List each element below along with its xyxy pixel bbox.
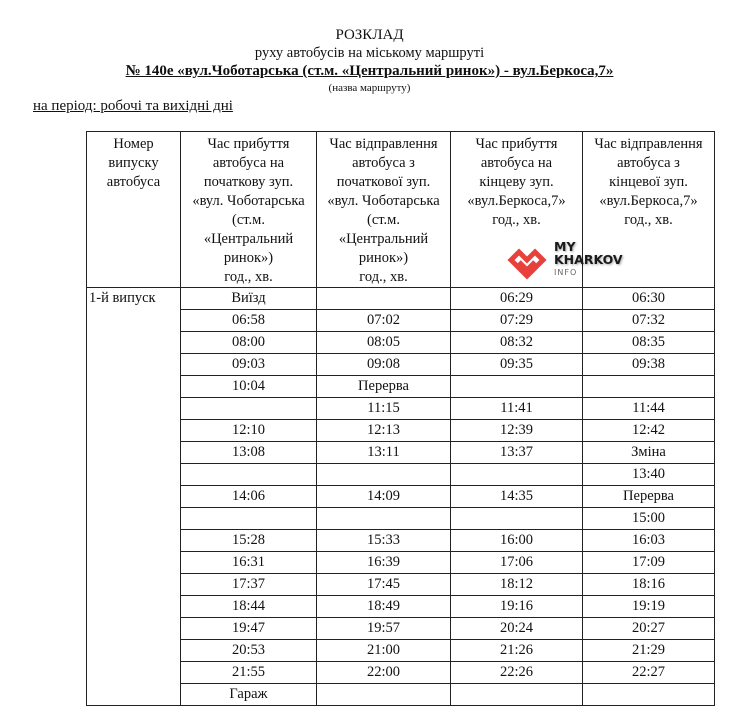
header-line: автобуса з [617, 155, 680, 171]
departure-end-cell: 15:00 [583, 508, 715, 530]
header-line: (ст.м. [232, 212, 265, 228]
header-release-number [87, 132, 181, 288]
route-caption: (назва маршруту) [328, 82, 411, 94]
period-label: на період: робочі та вихідні дні [33, 98, 233, 114]
arrival-start-cell: Гараж [181, 684, 317, 706]
arrival-end-cell [451, 464, 583, 486]
departure-end-cell: 18:16 [583, 574, 715, 596]
arrival-start-cell: 16:31 [181, 552, 317, 574]
arrival-start-cell: 21:55 [181, 662, 317, 684]
watermark-line3: INFO [554, 268, 578, 277]
table-row [87, 640, 715, 662]
header-line: «вул. Чоботарська [192, 193, 305, 209]
table-row [87, 662, 715, 684]
arrival-start-cell [181, 508, 317, 530]
departure-end-cell: 22:27 [583, 662, 715, 684]
departure-start-cell: 21:00 [317, 640, 451, 662]
document-subtitle: руху автобусів на міському маршруті [254, 45, 485, 61]
header-line: (ст.м. [367, 212, 400, 228]
arrival-start-cell: 13:08 [181, 442, 317, 464]
header-line: початкової зуп. [336, 174, 431, 190]
departure-end-cell: 21:29 [583, 640, 715, 662]
schedule-table [86, 131, 715, 706]
departure-end-cell: 20:27 [583, 618, 715, 640]
header-line: год., хв. [492, 212, 541, 228]
watermark-line1: MY [554, 239, 576, 254]
table-row [87, 354, 715, 376]
departure-start-cell: 16:39 [317, 552, 451, 574]
arrival-end-cell: 09:35 [451, 354, 583, 376]
departure-end-cell: 17:09 [583, 552, 715, 574]
header-line: год., хв. [624, 212, 673, 228]
departure-end-cell: 11:44 [583, 398, 715, 420]
arrival-start-cell: Виїзд [181, 288, 317, 310]
arrival-end-cell: 08:32 [451, 332, 583, 354]
departure-end-cell: 06:30 [583, 288, 715, 310]
watermark-logo [505, 238, 623, 284]
arrival-start-cell: 10:04 [181, 376, 317, 398]
departure-end-cell: 13:40 [583, 464, 715, 486]
arrival-end-cell: 19:16 [451, 596, 583, 618]
header-line: Час прибуття [475, 136, 558, 152]
header-line: початкову зуп. [203, 174, 294, 190]
header-departure-start-stop [317, 132, 451, 288]
table-row [87, 552, 715, 574]
departure-start-cell: 08:05 [317, 332, 451, 354]
departure-end-cell: 16:03 [583, 530, 715, 552]
route-name-text: № 140е «вул.Чоботарська (ст.м. «Центральний ринок») - вул.Беркоса,7» [125, 63, 614, 79]
header-line: автобуса з [352, 155, 415, 171]
table-row [87, 376, 715, 398]
table-row [87, 332, 715, 354]
header-line: год., хв. [224, 269, 273, 285]
header-line: ринок») [358, 250, 409, 266]
departure-start-cell: Перерва [317, 376, 451, 398]
departure-start-cell: 09:08 [317, 354, 451, 376]
header-line: «вул. Чоботарська [327, 193, 440, 209]
arrival-end-cell: 18:12 [451, 574, 583, 596]
header-line: «вул.Беркоса,7» [599, 193, 698, 209]
header-line: «вул.Беркоса,7» [467, 193, 566, 209]
arrival-end-cell: 20:24 [451, 618, 583, 640]
header-line: автобуса [106, 174, 161, 190]
table-row [87, 684, 715, 706]
table-row [87, 618, 715, 640]
header-line: випуску [108, 155, 159, 171]
arrival-start-cell [181, 464, 317, 486]
departure-start-cell: 13:11 [317, 442, 451, 464]
departure-end-cell [583, 376, 715, 398]
table-row [87, 574, 715, 596]
departure-start-cell: 22:00 [317, 662, 451, 684]
table-row [87, 464, 715, 486]
arrival-end-cell: 12:39 [451, 420, 583, 442]
arrival-start-cell: 18:44 [181, 596, 317, 618]
header-line: автобуса на [480, 155, 553, 171]
header-line: кінцевої зуп. [609, 174, 688, 190]
header-line: Номер [113, 136, 154, 152]
departure-end-cell: 08:35 [583, 332, 715, 354]
header-line: Час відправлення [594, 136, 703, 152]
departure-start-cell: 19:57 [317, 618, 451, 640]
departure-end-cell: 19:19 [583, 596, 715, 618]
arrival-end-cell: 16:00 [451, 530, 583, 552]
departure-end-cell: 09:38 [583, 354, 715, 376]
arrival-end-cell: 14:35 [451, 486, 583, 508]
departure-end-cell [583, 684, 715, 706]
header-line: год., хв. [359, 269, 408, 285]
watermark-line2: KHARKOV [554, 252, 623, 267]
arrival-end-cell: 13:37 [451, 442, 583, 464]
header-arrival-start-stop [181, 132, 317, 288]
route-name [0, 63, 739, 80]
arrival-end-cell: 11:41 [451, 398, 583, 420]
arrival-start-cell: 20:53 [181, 640, 317, 662]
arrival-start-cell: 14:06 [181, 486, 317, 508]
arrival-start-cell: 12:10 [181, 420, 317, 442]
table-row [87, 398, 715, 420]
header-line: Час прибуття [207, 136, 290, 152]
arrival-start-cell: 08:00 [181, 332, 317, 354]
arrival-end-cell [451, 508, 583, 530]
arrival-start-cell: 15:28 [181, 530, 317, 552]
schedule-body [87, 288, 715, 706]
departure-end-cell: 12:42 [583, 420, 715, 442]
arrival-end-cell: 17:06 [451, 552, 583, 574]
departure-start-cell: 15:33 [317, 530, 451, 552]
watermark-text [554, 240, 623, 279]
table-row [87, 596, 715, 618]
arrival-end-cell: 22:26 [451, 662, 583, 684]
departure-end-cell: 07:32 [583, 310, 715, 332]
departure-start-cell [317, 288, 451, 310]
arrival-start-cell: 06:58 [181, 310, 317, 332]
table-row [87, 288, 715, 310]
departure-start-cell [317, 684, 451, 706]
table-row [87, 310, 715, 332]
arrival-end-cell: 06:29 [451, 288, 583, 310]
arrival-start-cell: 19:47 [181, 618, 317, 640]
departure-end-cell: Зміна [583, 442, 715, 464]
table-row [87, 530, 715, 552]
departure-start-cell [317, 464, 451, 486]
arrival-end-cell [451, 684, 583, 706]
departure-start-cell: 18:49 [317, 596, 451, 618]
header-line: «Центральний [338, 231, 429, 247]
arrival-start-cell [181, 398, 317, 420]
departure-start-cell: 14:09 [317, 486, 451, 508]
departure-end-cell: Перерва [583, 486, 715, 508]
table-row [87, 420, 715, 442]
arrival-end-cell [451, 376, 583, 398]
release-number-cell: 1-й випуск [87, 288, 181, 706]
header-line: кінцеву зуп. [479, 174, 554, 190]
document-title: РОЗКЛАД [335, 27, 404, 43]
arrival-end-cell: 07:29 [451, 310, 583, 332]
header-line: ринок») [223, 250, 274, 266]
table-row [87, 442, 715, 464]
departure-start-cell: 12:13 [317, 420, 451, 442]
header-line: Час відправлення [329, 136, 438, 152]
departure-start-cell: 07:02 [317, 310, 451, 332]
arrival-start-cell: 09:03 [181, 354, 317, 376]
table-row [87, 508, 715, 530]
header-line: автобуса на [212, 155, 285, 171]
heart-logo-icon [507, 240, 547, 280]
arrival-end-cell: 21:26 [451, 640, 583, 662]
header-line: «Центральний [203, 231, 294, 247]
table-row [87, 486, 715, 508]
departure-start-cell [317, 508, 451, 530]
arrival-start-cell: 17:37 [181, 574, 317, 596]
departure-start-cell: 17:45 [317, 574, 451, 596]
departure-start-cell: 11:15 [317, 398, 451, 420]
